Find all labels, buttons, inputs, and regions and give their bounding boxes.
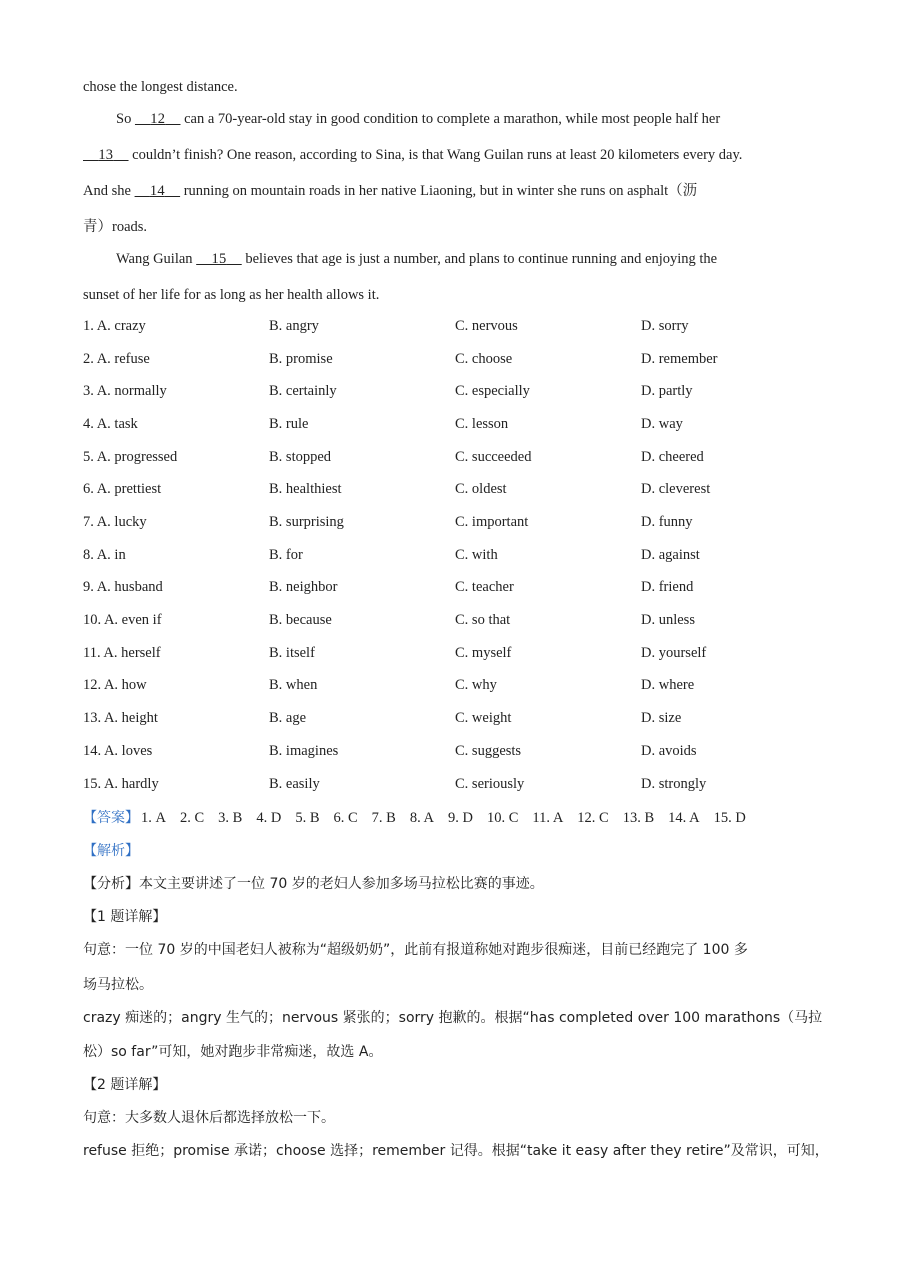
option-c: C. suggests: [455, 743, 522, 759]
option-d: D. sorry: [641, 318, 689, 334]
option-d: D. cheered: [641, 449, 704, 465]
option-b: B. angry: [269, 318, 319, 334]
passage-text: can a 70-year-old stay in good condition to complete a marathon, while most people half her: [180, 111, 721, 127]
passage-text: believes that age is just a number, and plans to continue running and enjoying the: [241, 251, 718, 267]
analysis-line: 句意：一位 70 岁的中国老妇人被称为“超级奶奶”，此前有报道称她对跑步很痴迷，目前已经跑完了 100 多: [83, 942, 748, 958]
option-c: C. choose: [455, 351, 513, 367]
option-c: C. important: [455, 514, 529, 530]
answer-line: [83, 809, 760, 827]
option-a: 15. A. hardly: [83, 776, 159, 792]
option-a: 5. A. progressed: [83, 449, 178, 465]
option-d: D. yourself: [641, 645, 707, 661]
passage-line: [83, 146, 742, 164]
blank-12: 12: [150, 111, 166, 127]
option-b: B. when: [269, 677, 318, 693]
option-d: D. avoids: [641, 743, 697, 759]
answer-item: 8. A: [409, 810, 434, 826]
option-a: 9. A. husband: [83, 579, 163, 595]
option-b: B. because: [269, 612, 332, 628]
option-c: C. why: [455, 677, 497, 693]
option-d: D. friend: [641, 579, 694, 595]
option-c: C. teacher: [455, 579, 514, 595]
blank-14: 14: [149, 183, 165, 199]
option-a: 6. A. prettiest: [83, 481, 162, 497]
option-d: D. funny: [641, 514, 693, 530]
analysis-line: crazy 痴迷的；angry 生气的；nervous 紧张的；sorry 抱歉的。根据“has completed over 100 marathons（马拉: [83, 1010, 823, 1026]
option-a: 8. A. in: [83, 547, 126, 563]
answer-item: 7. B: [371, 810, 396, 826]
option-a: 10. A. even if: [83, 612, 162, 628]
answer-item: 5. B: [295, 810, 320, 826]
option-b: B. healthiest: [269, 481, 342, 497]
answer-item: 11. A: [532, 810, 564, 826]
option-b: B. certainly: [269, 383, 337, 399]
option-c: C. weight: [455, 710, 512, 726]
analysis-line: 松）so far”可知，她对跑步非常痴迷，故选 A。: [83, 1044, 383, 1060]
option-a: 14. A. loves: [83, 743, 153, 759]
option-b: B. surprising: [269, 514, 344, 530]
option-a: 11. A. herself: [83, 645, 161, 661]
passage-text: running on mountain roads in her native Liaoning, but in winter she runs on asphalt（沥: [180, 183, 698, 199]
option-c: C. oldest: [455, 481, 507, 497]
analysis-label: 【解析】: [83, 843, 139, 859]
analysis-summary: 【分析】本文主要讲述了一位 70 岁的老妇人参加多场马拉松比赛的事迹。: [83, 876, 544, 892]
analysis-line: 句意：大多数人退休后都选择放松一下。: [83, 1110, 335, 1126]
option-c: C. nervous: [455, 318, 518, 334]
option-d: D. remember: [641, 351, 718, 367]
q1-title: 【1 题详解】: [83, 909, 167, 925]
option-d: D. unless: [641, 612, 695, 628]
option-b: B. for: [269, 547, 303, 563]
option-c: C. so that: [455, 612, 511, 628]
option-c: C. especially: [455, 383, 530, 399]
option-d: D. where: [641, 677, 695, 693]
answer-item: 6. C: [333, 810, 358, 826]
answer-item: 13. B: [622, 810, 655, 826]
analysis-line: 场马拉松。: [83, 977, 153, 993]
option-b: B. age: [269, 710, 307, 726]
passage-text: And she: [83, 183, 135, 199]
passage-text: So: [116, 111, 135, 127]
option-d: D. against: [641, 547, 700, 563]
answer-item: 3. B: [218, 810, 243, 826]
q2-title: 【2 题详解】: [83, 1077, 167, 1093]
passage-line: sunset of her life for as long as her health allows it.: [83, 287, 380, 303]
option-b: B. imagines: [269, 743, 339, 759]
option-a: 7. A. lucky: [83, 514, 147, 530]
option-c: C. seriously: [455, 776, 525, 792]
passage-text: Wang Guilan: [116, 251, 197, 267]
answer-item: 1. A: [141, 810, 166, 826]
analysis-line: refuse 拒绝；promise 承诺；choose 选择；remember 记得。根据“take it easy after they retire”及常识，可知，: [83, 1143, 829, 1159]
option-a: 3. A. normally: [83, 383, 167, 399]
option-b: B. promise: [269, 351, 333, 367]
answer-item: 14. A: [668, 810, 700, 826]
option-a: 2. A. refuse: [83, 351, 150, 367]
option-a: 12. A. how: [83, 677, 147, 693]
answer-label: 【答案】: [83, 810, 139, 826]
option-b: B. neighbor: [269, 579, 338, 595]
answer-item: 15. D: [713, 810, 746, 826]
answer-item: 10. C: [486, 810, 519, 826]
passage-line: [83, 182, 697, 200]
option-b: B. easily: [269, 776, 320, 792]
option-c: C. myself: [455, 645, 512, 661]
option-b: B. stopped: [269, 449, 332, 465]
option-a: 4. A. task: [83, 416, 138, 432]
blank-15: 15: [211, 251, 227, 267]
option-d: D. strongly: [641, 776, 707, 792]
passage-line: chose the longest distance.: [83, 79, 238, 95]
option-a: 1. A. crazy: [83, 318, 146, 334]
option-d: D. partly: [641, 383, 693, 399]
answer-item: 4. D: [256, 810, 282, 826]
answer-item: 12. C: [577, 810, 609, 826]
option-b: B. rule: [269, 416, 309, 432]
blank-13: 13: [98, 147, 114, 163]
option-d: D. size: [641, 710, 682, 726]
passage-line: 青）roads.: [83, 219, 148, 235]
option-c: C. succeeded: [455, 449, 532, 465]
passage-line: [116, 110, 720, 128]
answer-item: 2. C: [179, 810, 205, 826]
option-d: D. way: [641, 416, 683, 432]
option-a: 13. A. height: [83, 710, 158, 726]
answer-item: 9. D: [448, 810, 473, 826]
option-c: C. lesson: [455, 416, 509, 432]
option-d: D. cleverest: [641, 481, 711, 497]
option-c: C. with: [455, 547, 498, 563]
passage-text: couldn’t finish? One reason, according to Sina, is that Wang Guilan runs at least 20 kilometers every day.: [128, 147, 743, 163]
passage-line: [116, 250, 717, 268]
option-b: B. itself: [269, 645, 315, 661]
